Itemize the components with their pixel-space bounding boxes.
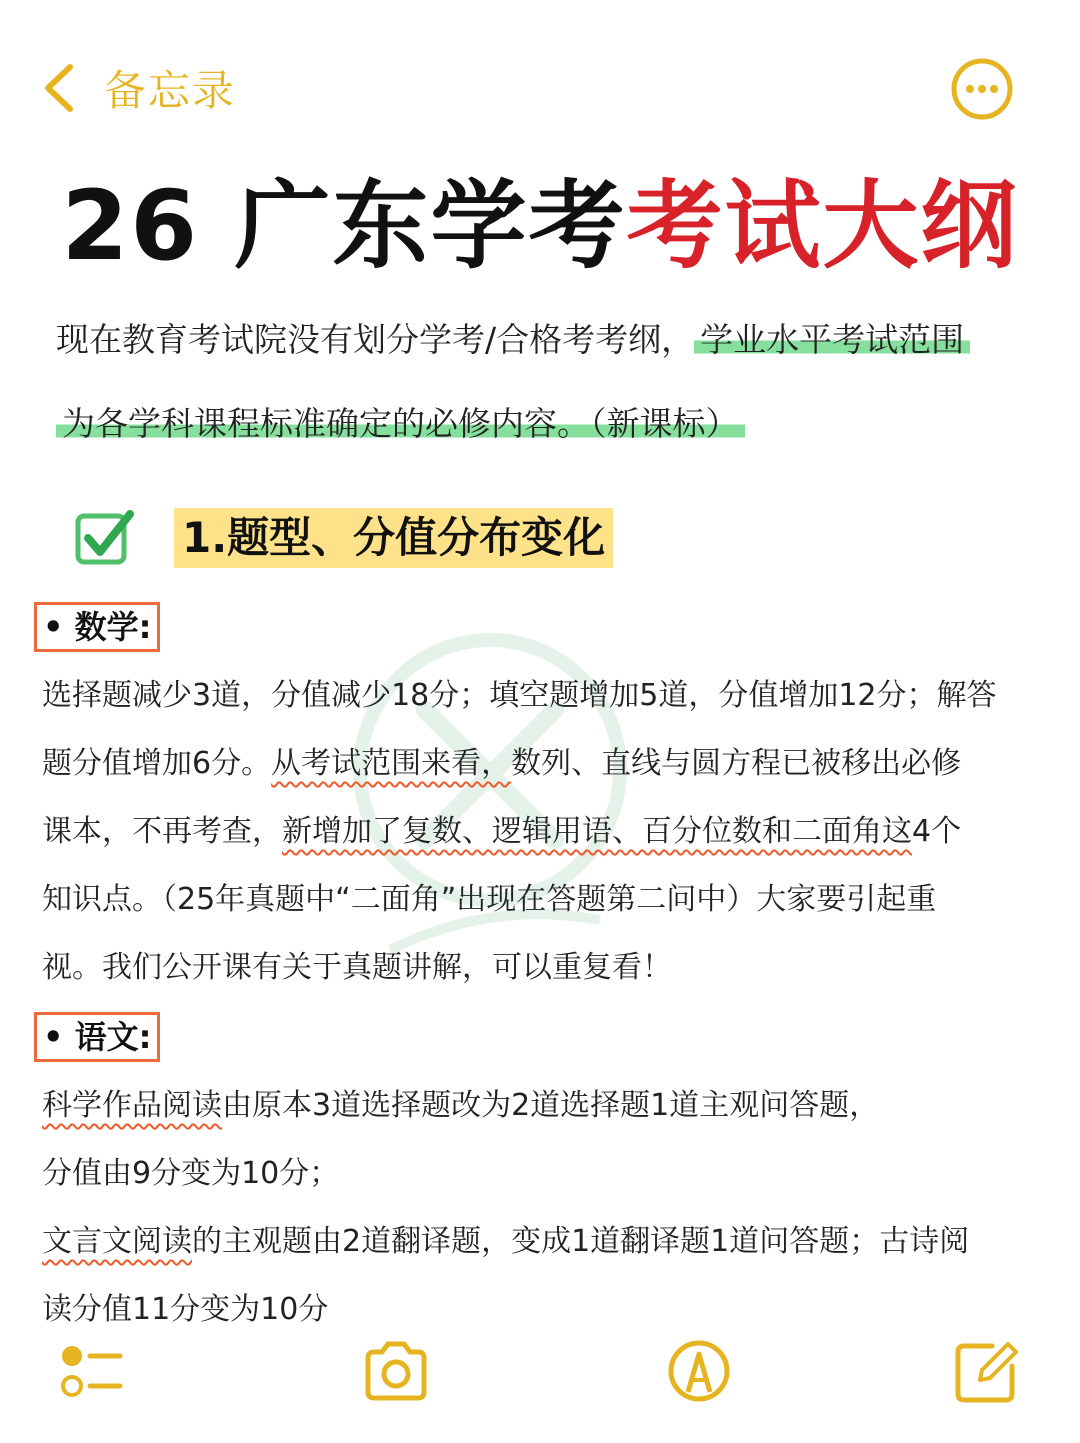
math-line-2a: 题分值增加6分。 bbox=[42, 746, 272, 781]
chevron-left-icon bbox=[40, 61, 80, 115]
math-line-5: 视。我们公开课有关于真题讲解，可以重复看！ bbox=[42, 950, 672, 985]
math-line-3c: 4个 bbox=[912, 814, 962, 849]
back-button[interactable] bbox=[40, 58, 236, 118]
chinese-science-reading-underlined: 科学作品阅读 bbox=[42, 1088, 222, 1123]
section-title: 1.题型、分值分布变化 bbox=[174, 508, 613, 568]
math-line-4: 知识点。（25年真题中“二面角”出现在答题第二问中）大家要引起重 bbox=[42, 882, 937, 917]
intro-highlight-2: 为各学科课程标准确定的必修内容。（新课标） bbox=[56, 404, 745, 443]
compose-icon bbox=[952, 1336, 1022, 1406]
intro-paragraph bbox=[56, 298, 1056, 466]
math-line-3a: 课本，不再考查， bbox=[42, 814, 282, 849]
chinese-line-1: 由原本3道选择题改为2道选择题1道主观问答题， bbox=[222, 1088, 880, 1123]
chinese-paragraph bbox=[42, 1072, 1052, 1344]
bottom-toolbar bbox=[0, 1336, 1080, 1416]
subject-tag-chinese: • 语文: bbox=[34, 1012, 160, 1062]
math-line-2c: 数列、直线与圆方程已被移出必修 bbox=[511, 746, 962, 781]
compose-button[interactable] bbox=[952, 1336, 1022, 1406]
title-part-red: 考试大纲 bbox=[626, 170, 1019, 282]
math-paragraph bbox=[42, 662, 1052, 1002]
more-button[interactable] bbox=[950, 57, 1014, 121]
markup-button[interactable] bbox=[664, 1336, 734, 1406]
intro-text: 现在教育考试院没有划分学考/合格考考纲， bbox=[56, 320, 695, 359]
pen-icon bbox=[664, 1336, 734, 1406]
math-line-1: 选择题减少3道，分值减少18分；填空题增加5道，分值增加12分；解答 bbox=[42, 678, 997, 713]
more-icon bbox=[950, 57, 1014, 121]
math-new-topics-underlined: 新增加了复数、逻辑用语、百分位数和二面角这 bbox=[282, 814, 912, 849]
chinese-line-2: 分值由9分变为10分； bbox=[42, 1156, 340, 1191]
subject-tag-math: • 数学: bbox=[34, 602, 160, 652]
camera-button[interactable] bbox=[360, 1336, 430, 1406]
checklist-button[interactable] bbox=[56, 1336, 126, 1406]
checklist-icon bbox=[56, 1336, 126, 1406]
checkbox-icon bbox=[74, 508, 138, 566]
math-scope-underlined: 从考试范围来看， bbox=[271, 746, 512, 781]
intro-highlight-1: 学业水平考试范围 bbox=[694, 320, 970, 359]
title-part-black: 26 广东学考 bbox=[61, 170, 627, 282]
page-title bbox=[0, 150, 1080, 287]
chinese-line-4: 读分值11分变为10分 bbox=[42, 1292, 329, 1327]
chinese-line-3: 的主观题由2道翻译题，变成1道翻译题1道问答题；古诗阅 bbox=[192, 1224, 970, 1259]
camera-icon bbox=[360, 1336, 430, 1406]
back-label: 备忘录 bbox=[104, 66, 237, 115]
chinese-classical-reading-underlined: 文言文阅读 bbox=[42, 1224, 192, 1259]
